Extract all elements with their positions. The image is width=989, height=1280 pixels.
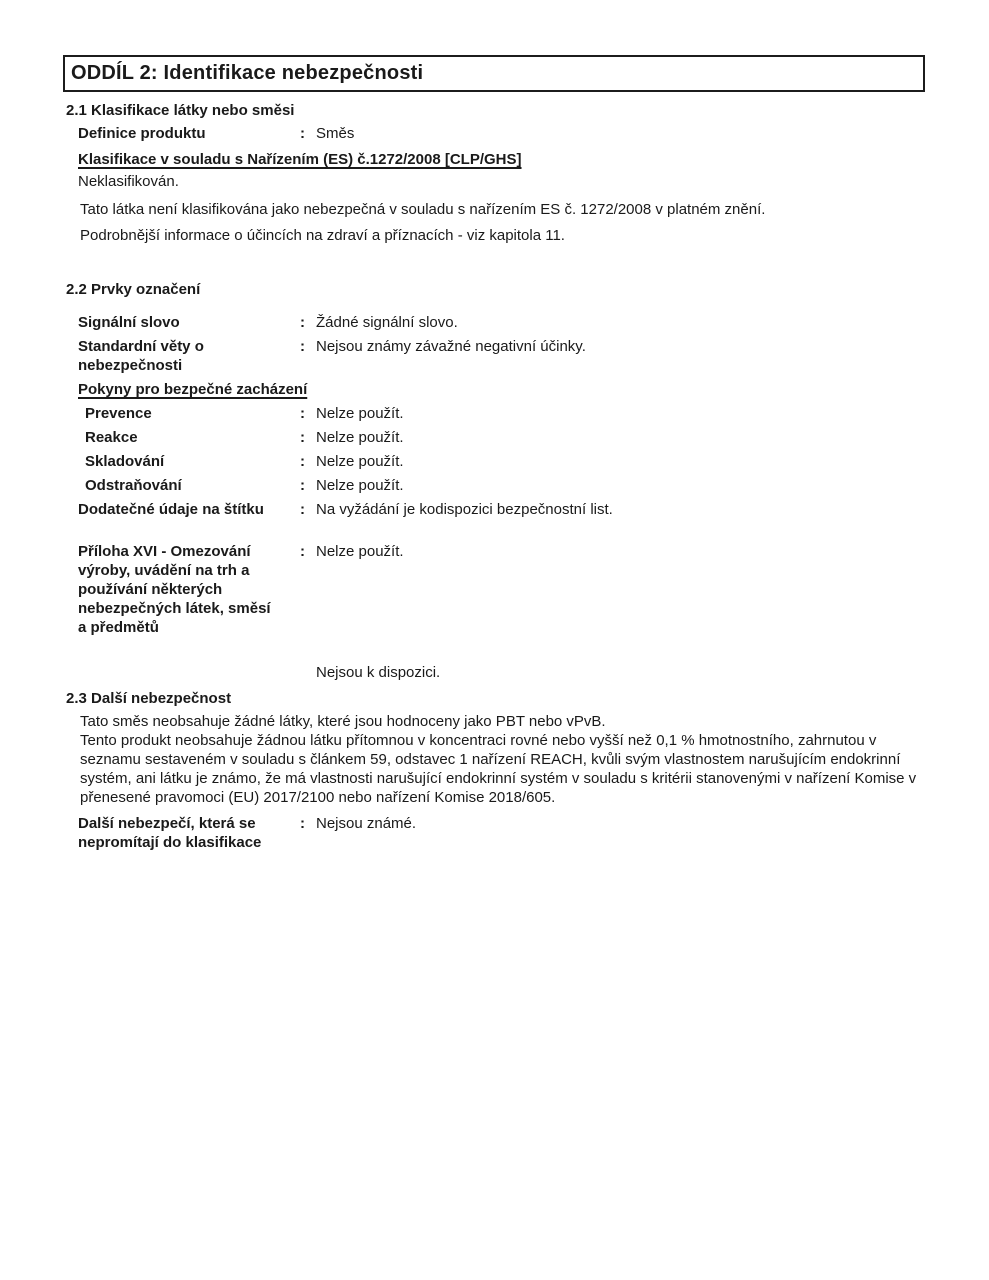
heading-klasifikace-clp-ghs: Klasifikace v souladu s Nařízením (ES) č.1272/2008 [CLP/GHS] [78,151,522,168]
field-label: Další nebezpečí, která se nepromítají do klasifikace [78,815,262,851]
section-title-box [63,55,925,92]
field-colon: : [300,815,305,832]
field-colon: : [300,501,305,518]
field-colon: : [300,477,305,494]
field-label: Reakce [85,429,138,446]
field-label: Definice produktu [78,125,206,142]
field-prevence [63,404,925,423]
field-value: Nelze použít. [316,453,404,470]
field-dalsi-nebezpeci [63,814,925,852]
field-label: Prevence [85,405,152,422]
field-value: Nelze použít. [316,477,404,494]
field-value: Směs [316,125,355,142]
field-value: Žádné signální slovo. [316,314,458,331]
field-value: Nelze použít. [316,405,404,422]
field-value: Nejsou známy závažné negativní účinky. [316,338,586,355]
paragraph-pbt-vpvb: Tato směs neobsahuje žádné látky, které jsou hodnoceny jako PBT nebo vPvB. [80,713,606,730]
field-label: Odstraňování [85,477,182,494]
field-value: Na vyžádání je kodispozici bezpečnostní list. [316,501,613,518]
text-nejsou-k-dispozici: Nejsou k dispozici. [316,664,441,681]
field-standardni-vety [63,337,925,375]
spacer [63,299,925,308]
heading-2-3: 2.3 Další nebezpečnost [66,690,232,707]
field-label: Dodatečné údaje na štítku [78,501,264,518]
field-value: Nejsou známé. [316,815,417,832]
field-skladovani [63,452,925,471]
field-label: Příloha XVI - Omezování výroby, uvádění na trh a používání některých nebezpečných látek, směsí a předmětů [78,543,271,636]
field-label: Signální slovo [78,314,180,331]
field-colon: : [300,338,305,355]
paragraph-viz-kapitola-11: Podrobnější informace o účincích na zdraví a příznacích - viz kapitola 11. [80,227,565,244]
section-title: ODDÍL 2: Identifikace nebezpečnosti [71,62,424,84]
field-colon: : [300,543,305,560]
field-reakce [63,428,925,447]
heading-pokyny-pro-bezpecne-zachazeni: Pokyny pro bezpečné zacházení [78,381,308,398]
field-value: Nelze použít. [316,543,404,560]
field-label: Standardní věty o nebezpečnosti [78,338,204,374]
spacer [63,245,925,271]
field-label: Skladování [85,453,165,470]
heading-2-1: 2.1 Klasifikace látky nebo směsi [66,102,295,119]
paragraph-klasifikace-note: Tato látka není klasifikována jako nebezpečná v souladu s nařízením ES č. 1272/2008 v platném znění. [80,201,766,218]
spacer [63,637,925,663]
field-colon: : [300,314,305,331]
text-neklasifikovan: Neklasifikován. [78,173,179,190]
field-colon: : [300,125,305,142]
heading-2-2: 2.2 Prvky označení [66,281,201,298]
field-colon: : [300,405,305,422]
spacer [63,519,925,537]
field-dodatecne-udaje [63,500,925,519]
field-signalni-slovo [63,313,925,332]
field-priloha-xvi [63,542,925,637]
paragraph-reach-endokrinni: Tento produkt neobsahuje žádnou látku přítomnou v koncentraci rovné nebo vyšší než 0,1 % hmotnostního, zahrnutou v seznamu sestaveném v souladu s článkem 59, odstavec 1 nařízení REACH, kvůli svým vlastnostem narušujícím endokrinní systém, ani látku je známo, že má vlastnosti narušující endokrinní systém v souladu s kritérii stanovenými v nařízení Komise v přenesené pravomoci (EU) 2017/2100 nebo nařízení Komise 2018/605. [80,732,917,806]
field-colon: : [300,429,305,446]
field-value: Nelze použít. [316,429,404,446]
field-definice-produktu [63,124,925,143]
field-colon: : [300,453,305,470]
field-odstranovani [63,476,925,495]
